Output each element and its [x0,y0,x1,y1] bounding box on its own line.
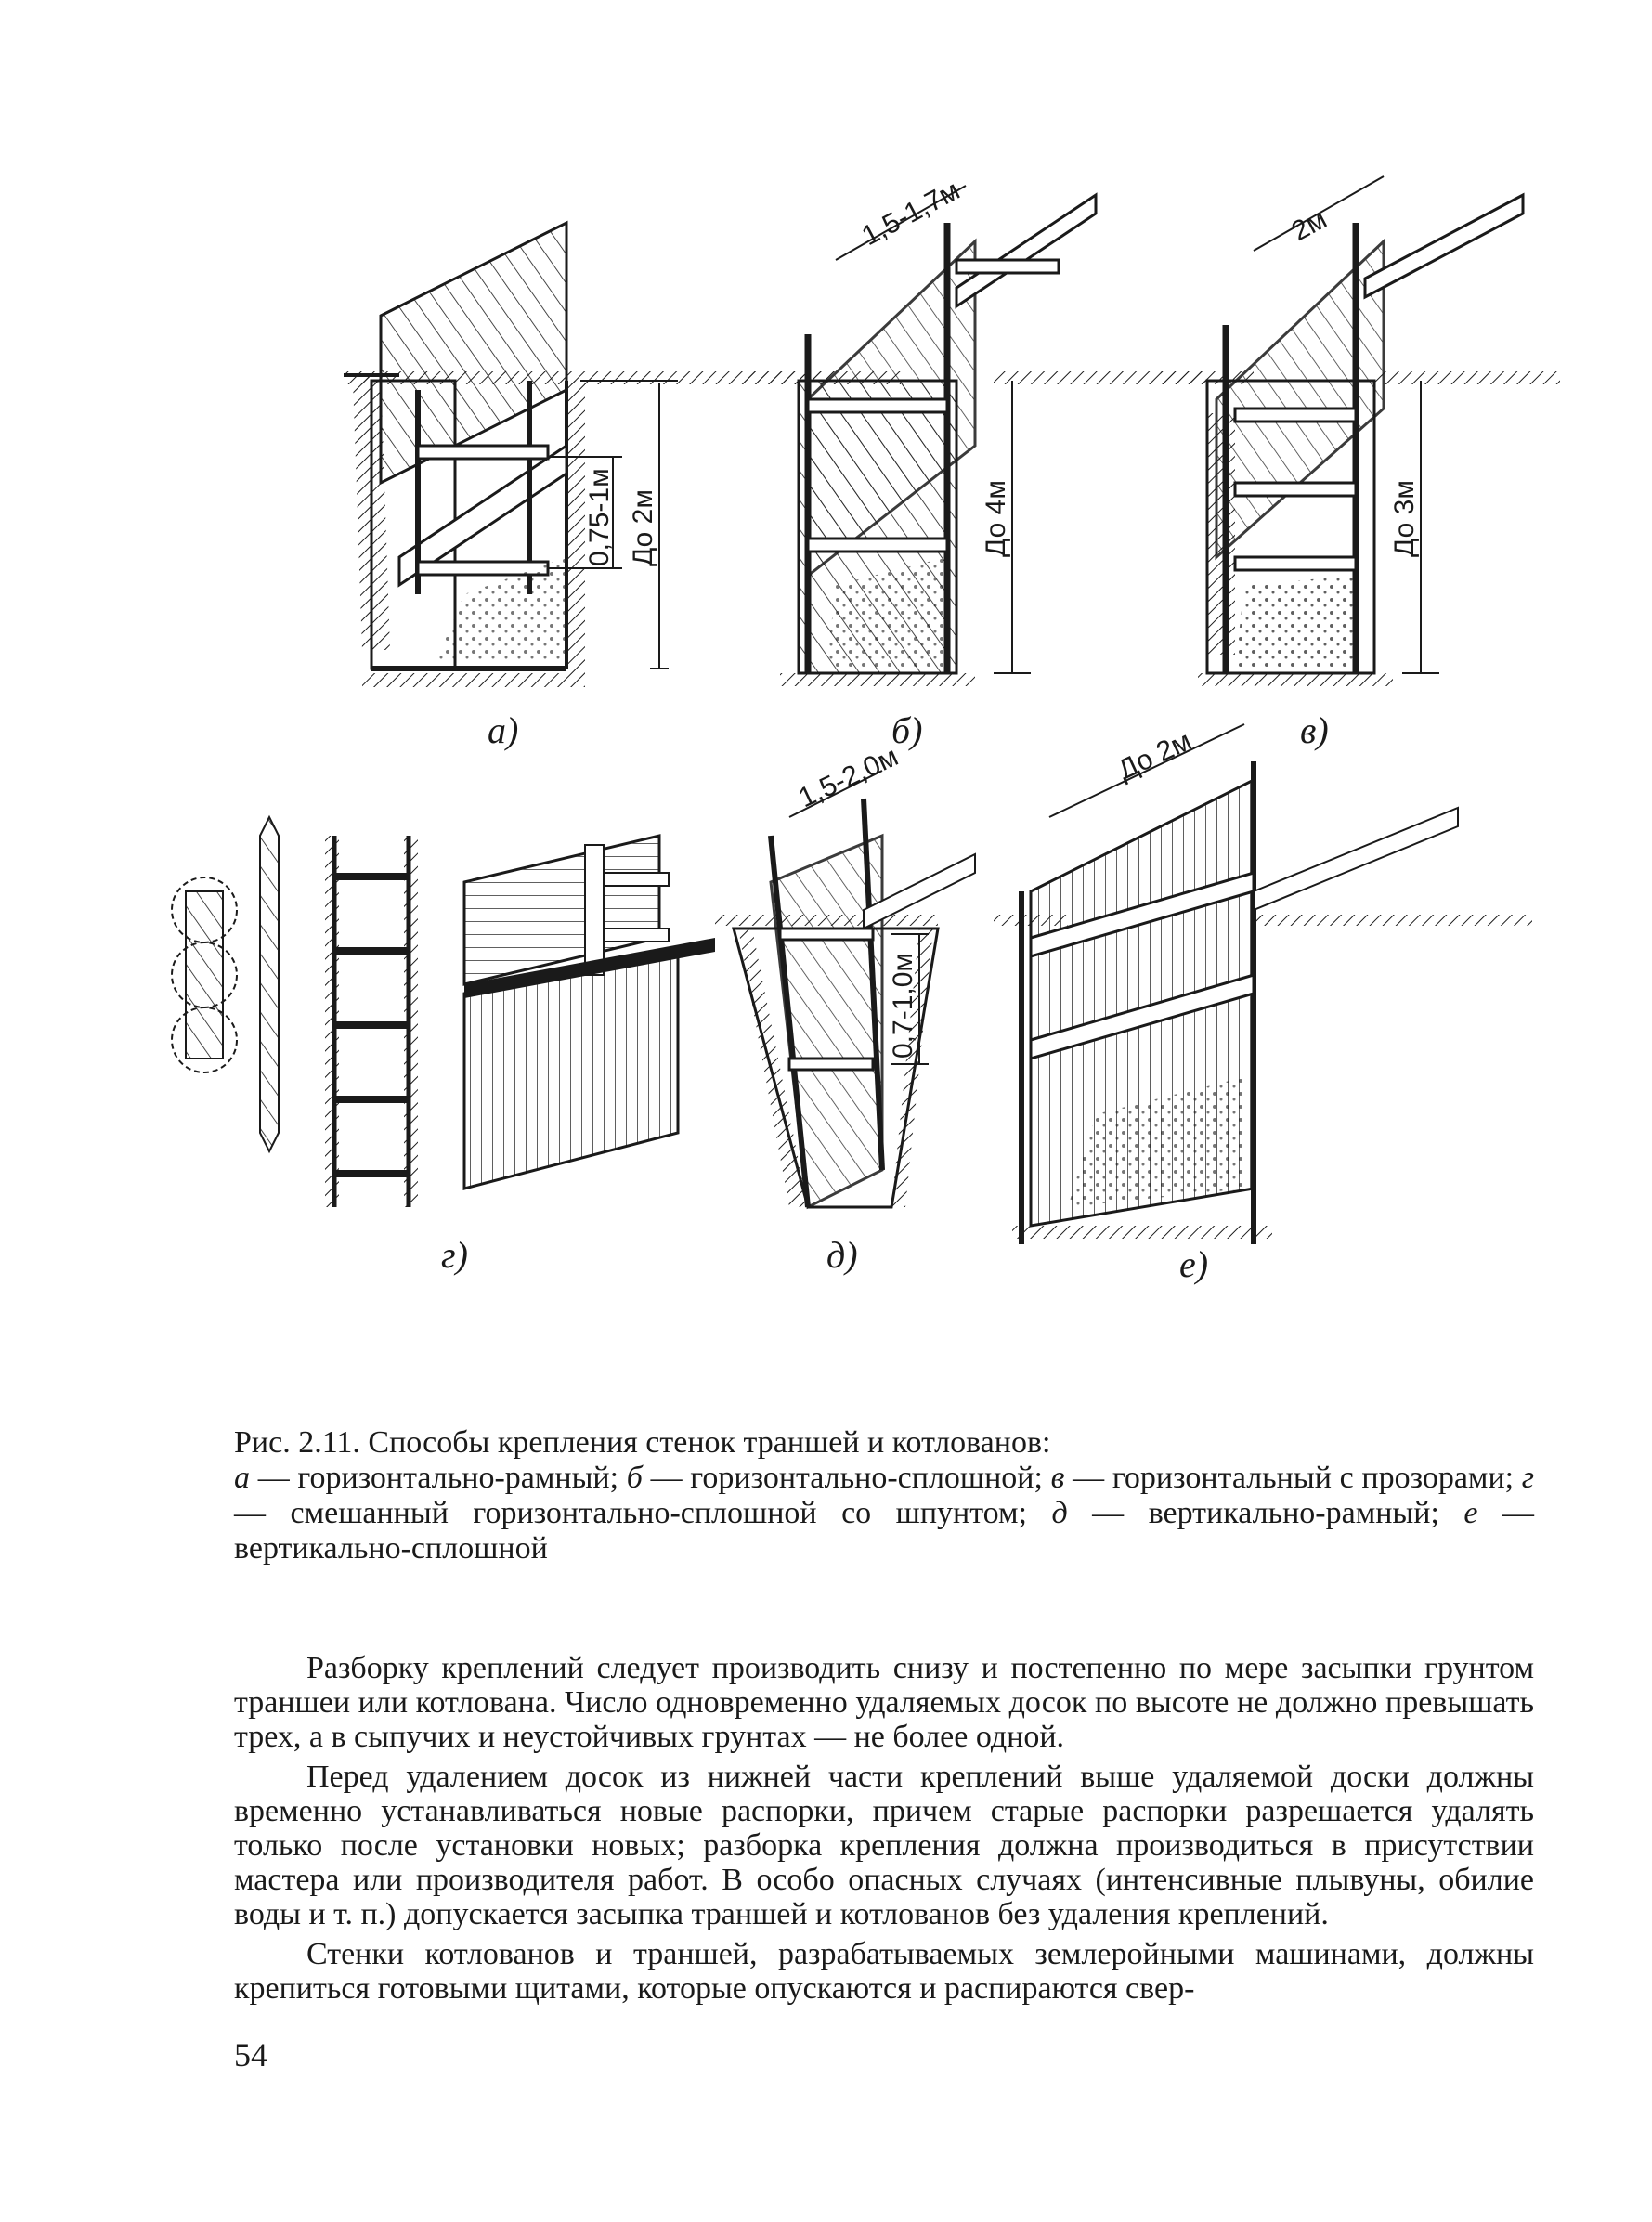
dim-a-depth: До 2м [628,489,658,566]
caption-item-g: г — смешанный горизонтально-сплошной со шпунтом; [234,1461,1535,1530]
caption-letter: б [626,1461,643,1495]
caption-letter: д [1051,1496,1068,1530]
caption-text: горизонтально-сплошной; [690,1461,1043,1495]
dim-e-width: До 2м [1113,725,1197,786]
sublabel-v: в) [1300,709,1329,751]
caption-text: смешанный горизонтально-сплошной со шпунтом; [290,1496,1027,1530]
caption-text: вертикально-рамный; [1148,1496,1439,1530]
caption-letter: а [234,1461,250,1495]
caption-item-b: б — горизонтально-сплошной; [626,1461,1043,1495]
caption-item-d: д — вертикально-рамный; [1051,1496,1439,1530]
dim-v-width: 2м [1286,203,1333,248]
sublabel-d: д) [826,1234,858,1276]
figure-g-mixed-sheet-piling [172,817,715,1276]
caption-letter: е [1463,1496,1478,1530]
caption-text: горизонтальный с прозорами; [1112,1461,1515,1495]
figure-v-horizontal-gaps [1161,176,1560,751]
dim-v-depth: До 3м [1389,480,1420,557]
figure-a-horizontal-frame [344,223,836,751]
sublabel-a: а) [488,709,519,751]
dim-b-depth: До 4м [981,480,1011,557]
dim-d-spacing: 0,7-1,0м [888,952,918,1059]
figure-d-vertical-frame [715,741,975,1276]
paragraph: Стенки котлованов и траншей, разрабатываемых землеройными машинами, должны крепиться готовыми щитами, которые опускаются и распираются свер- [234,1937,1534,2006]
dim-b-width: 1,5-1,7м [856,175,965,253]
caption-text: горизонтально-рамный; [297,1461,619,1495]
sublabel-e: е) [1179,1243,1209,1285]
caption-text: вертикально-сплошной [234,1531,548,1566]
figure-b-horizontal-solid [743,175,1207,751]
sublabel-g: г) [441,1234,468,1276]
figure-drawing [158,167,1560,1393]
caption-item-e: е — вертикально-сплошной [234,1496,1535,1566]
paragraph: Перед удалением досок из нижней части креплений выше удаляемой доски должны временно устанавливаться новые распорки, причем старые распорки разрешается удалять только после установки новых; разборка крепления должна производиться в присутствии мастера или производителя работ. В особо опасных случаях (интенсивные плывуны, обилие воды и т. п.) допускается засыпка траншей и котлованов без удаления креплений. [234,1760,1534,1931]
dim-a-spacing: 0,75-1м [584,468,615,566]
caption-letter: в [1050,1461,1065,1495]
figure-e-vertical-solid [994,724,1532,1285]
figure-caption [234,1425,1534,1566]
page-number: 54 [234,2036,267,2073]
dim-d-width: 1,5-2,0м [794,741,904,814]
caption-title: Рис. 2.11. Способы крепления стенок траншей и котлованов: [234,1425,1051,1460]
caption-item-a: а — горизонтально-рамный; [234,1461,619,1495]
figure-trench-shoring [158,167,1560,1393]
paragraph: Разборку креплений следует производить снизу и постепенно по мере засыпки грунтом траншеи или котлована. Число одновременно удаляемых досок по высоте не должно превышать трех, а в сыпучих и неустойчивых грунтах — не более одной. [234,1651,1534,1754]
body-text [234,1651,1534,2011]
caption-item-v: в — горизонтальный с прозорами; [1050,1461,1515,1495]
sublabel-b: б) [891,709,923,751]
caption-letter: г [1521,1461,1535,1495]
